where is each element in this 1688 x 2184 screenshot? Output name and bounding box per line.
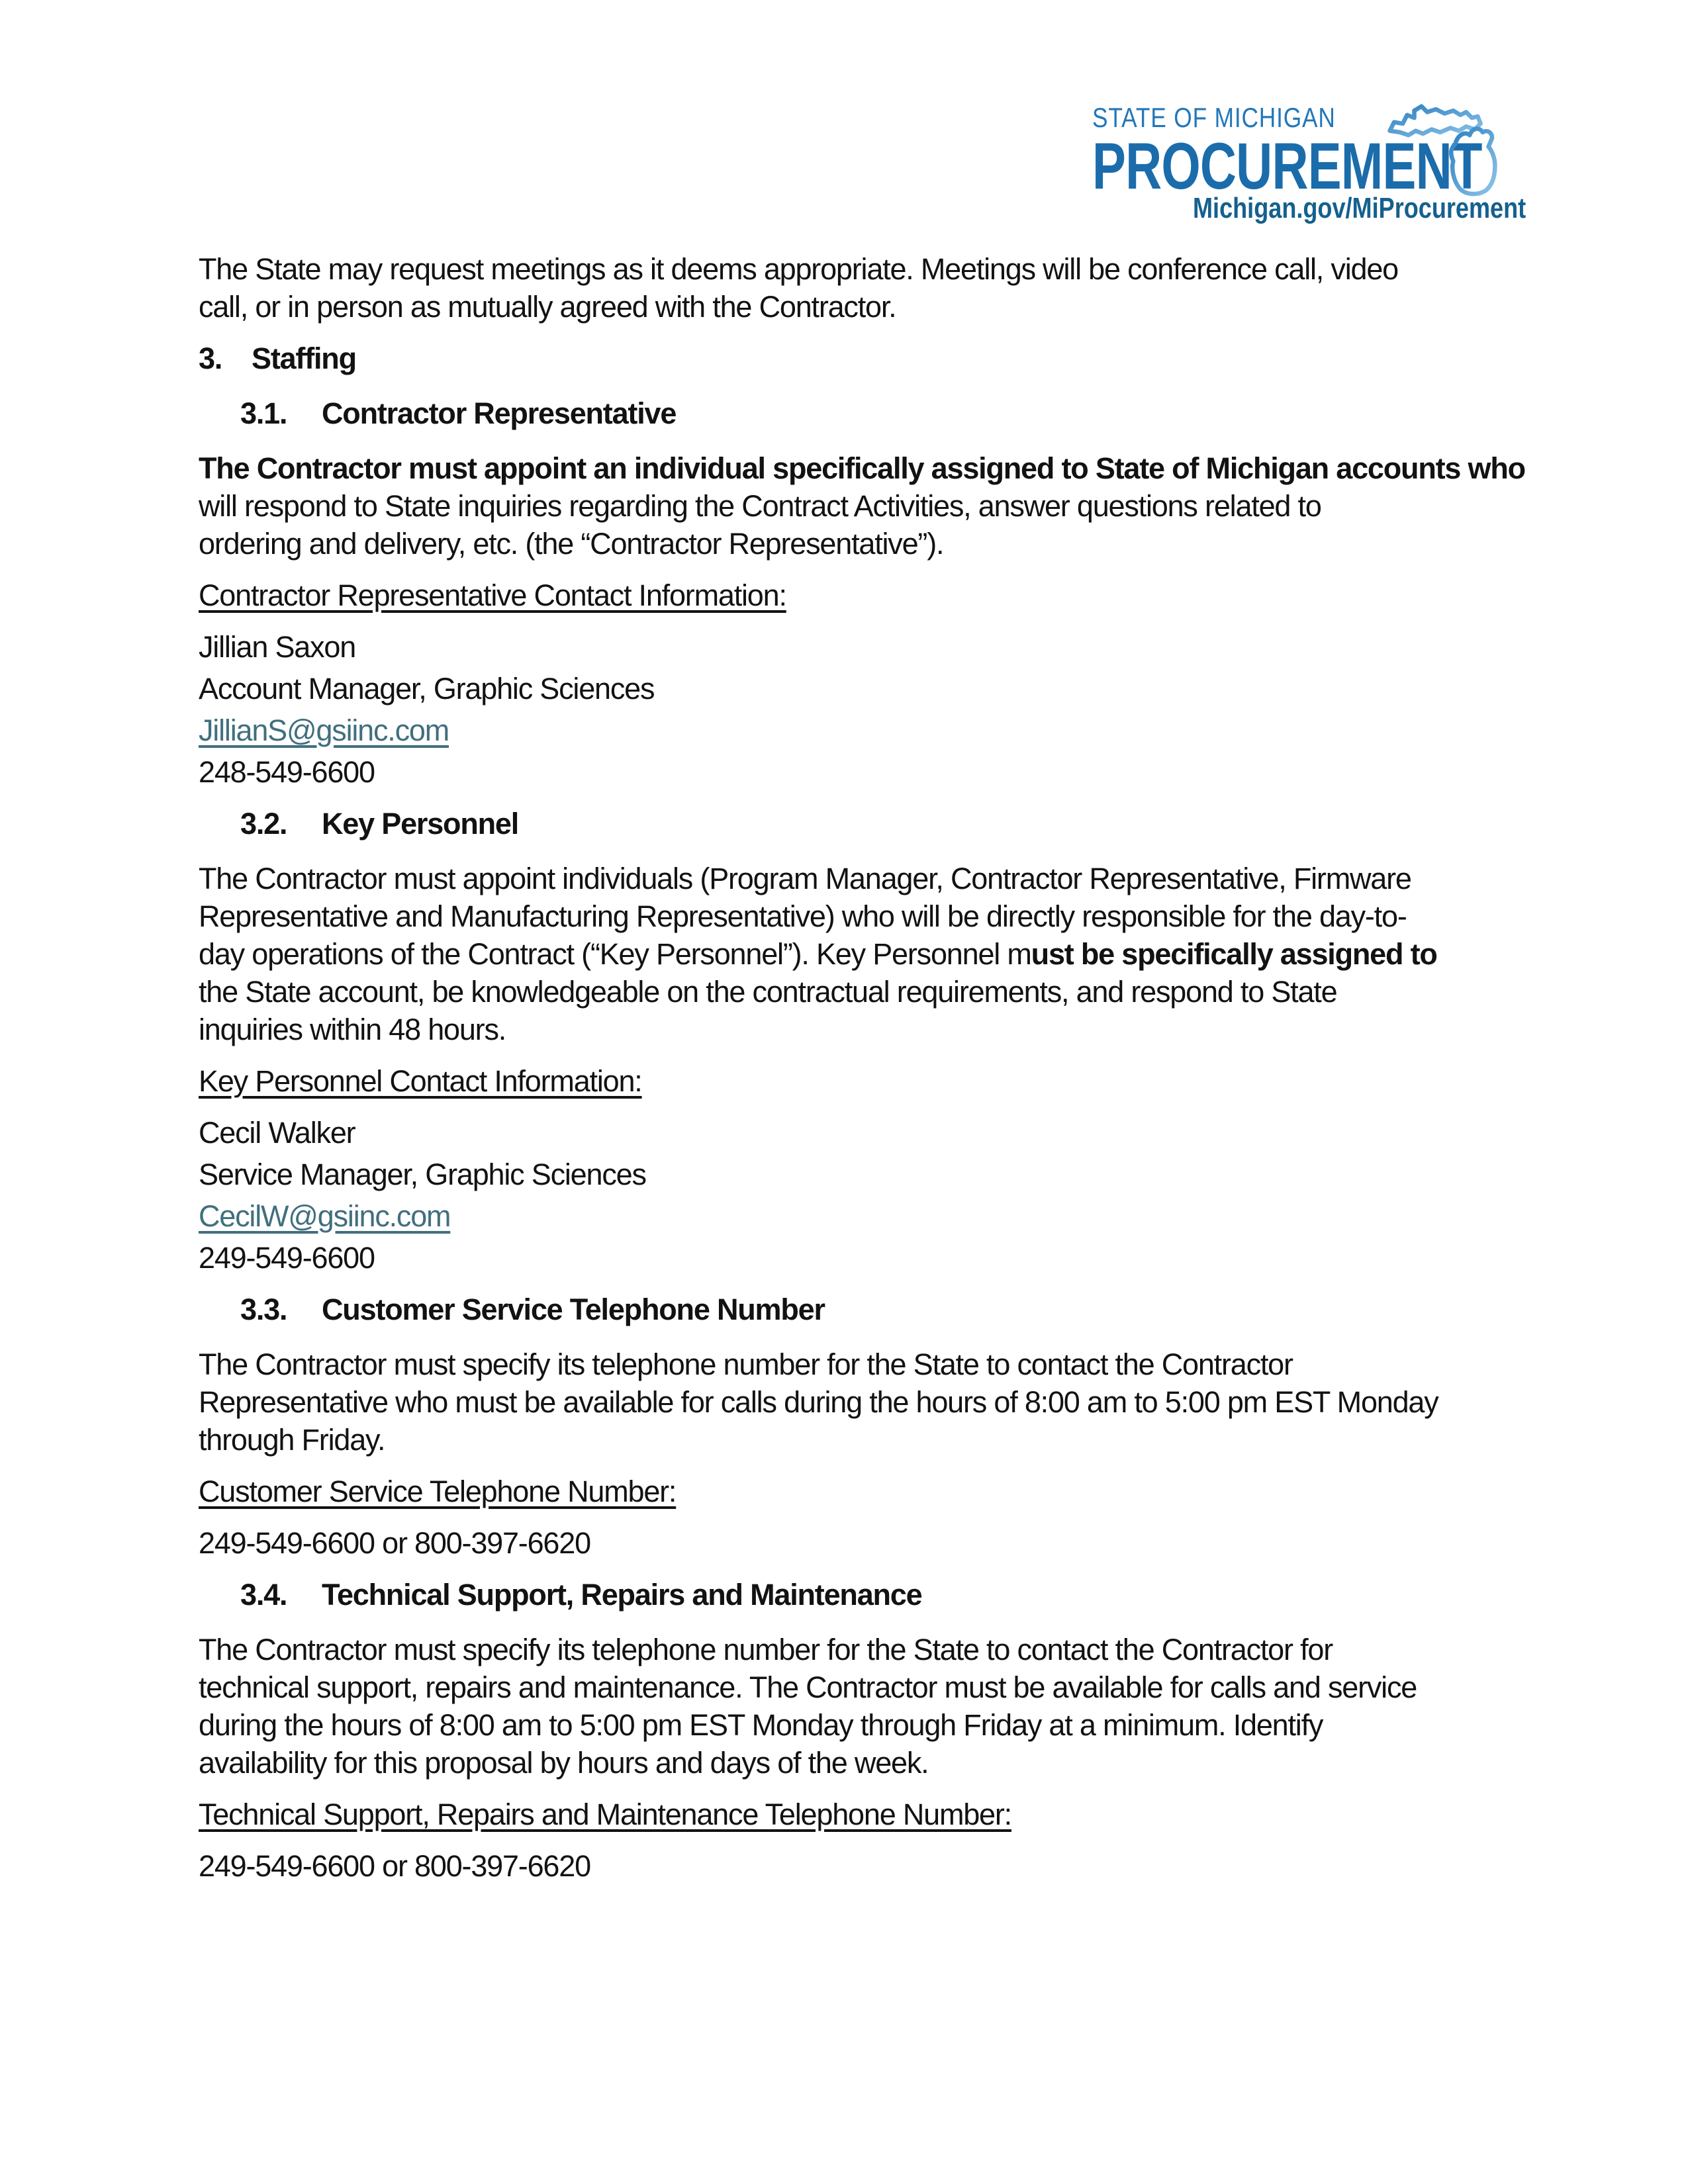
section-heading bbox=[199, 340, 1516, 377]
paragraph bbox=[199, 1847, 1516, 1885]
text-line bbox=[199, 860, 1516, 897]
logo-state-text: STATE OF MICHIGAN bbox=[1092, 102, 1336, 133]
text-line bbox=[199, 1383, 1516, 1421]
text-segment: ust be specifically assigned to bbox=[1031, 937, 1437, 971]
text-line bbox=[199, 1668, 1516, 1706]
text-segment: technical support, repairs and maintenance. The Contractor must be available for calls and service bbox=[199, 1670, 1417, 1704]
section-title: Staffing bbox=[252, 341, 356, 375]
text-line bbox=[199, 1706, 1516, 1744]
paragraph bbox=[199, 576, 1516, 614]
section-heading bbox=[240, 1576, 1516, 1614]
text-line bbox=[199, 1114, 1516, 1152]
text-segment: Cecil Walker bbox=[199, 1116, 355, 1150]
text-segment: The Contractor must specify its telephone number for the State to contact the Contractor for bbox=[199, 1633, 1333, 1666]
text-line bbox=[199, 288, 1516, 326]
text-segment: ordering and delivery, etc. (the “Contractor Representative”). bbox=[199, 527, 944, 561]
text-line bbox=[199, 1473, 1516, 1510]
contact-block bbox=[199, 1114, 1516, 1277]
paragraph bbox=[199, 1796, 1516, 1833]
text-line bbox=[199, 576, 1516, 614]
text-line bbox=[199, 935, 1516, 973]
text-segment: call, or in person as mutually agreed with the Contractor. bbox=[199, 290, 896, 324]
text-segment: day operations of the Contract (“Key Personnel”). Key Personnel m bbox=[199, 937, 1031, 971]
text-segment: inquiries within 48 hours. bbox=[199, 1013, 506, 1046]
text-line bbox=[199, 628, 1516, 666]
text-segment: 249-549-6600 or 800-397-6620 bbox=[199, 1849, 590, 1883]
text-line bbox=[199, 1421, 1516, 1459]
email-link[interactable]: CecilW@gsiinc.com bbox=[199, 1199, 451, 1233]
text-segment: Jillian Saxon bbox=[199, 630, 356, 664]
section-number: 3. bbox=[199, 341, 222, 375]
section-title: Key Personnel bbox=[322, 807, 519, 841]
email-link[interactable]: JillianS@gsiinc.com bbox=[199, 713, 449, 747]
text-segment: Representative and Manufacturing Representative) who will be directly responsible for the day-to- bbox=[199, 899, 1407, 933]
text-line bbox=[199, 897, 1516, 935]
text-line bbox=[199, 711, 1516, 749]
section-number: 3.2. bbox=[240, 807, 287, 841]
text-segment: The Contractor must appoint individuals (Program Manager, Contractor Representative, Firmware bbox=[199, 862, 1411, 895]
section-heading bbox=[240, 1291, 1516, 1328]
text-line bbox=[199, 1796, 1516, 1833]
document-content bbox=[199, 250, 1525, 1899]
text-segment: 248-549-6600 bbox=[199, 755, 375, 789]
text-segment: Technical Support, Repairs and Maintenance Telephone Number: bbox=[199, 1797, 1011, 1831]
text-line bbox=[199, 250, 1516, 288]
text-segment: through Friday. bbox=[199, 1423, 385, 1457]
paragraph bbox=[199, 250, 1516, 326]
text-line bbox=[199, 973, 1516, 1011]
text-segment: Key Personnel Contact Information: bbox=[199, 1064, 642, 1098]
text-line bbox=[199, 1197, 1516, 1235]
logo-url-text: Michigan.gov/MiProcurement bbox=[1193, 192, 1526, 224]
text-segment: availability for this proposal by hours and days of the week. bbox=[199, 1746, 929, 1780]
text-line bbox=[199, 487, 1516, 525]
paragraph bbox=[199, 1524, 1516, 1562]
text-segment: the State account, be knowledgeable on the contractual requirements, and respond to State bbox=[199, 975, 1337, 1009]
text-segment: Customer Service Telephone Number: bbox=[199, 1475, 677, 1508]
text-line bbox=[199, 1156, 1516, 1193]
section-heading bbox=[240, 805, 1516, 842]
paragraph bbox=[199, 1631, 1516, 1782]
text-segment: Representative who must be available for calls during the hours of 8:00 am to 5:00 pm EST Monday bbox=[199, 1385, 1438, 1419]
section-number: 3.3. bbox=[240, 1293, 287, 1326]
logo-brand-text: PROCUREMENT bbox=[1092, 129, 1482, 203]
text-line bbox=[199, 1524, 1516, 1562]
paragraph bbox=[199, 860, 1516, 1048]
procurement-logo bbox=[1092, 99, 1582, 245]
text-line bbox=[199, 1062, 1516, 1100]
text-line bbox=[199, 525, 1516, 563]
text-line bbox=[199, 1345, 1516, 1383]
text-segment: during the hours of 8:00 am to 5:00 pm EST Monday through Friday at a minimum. Identify bbox=[199, 1708, 1323, 1742]
text-line bbox=[199, 670, 1516, 707]
contact-block bbox=[199, 628, 1516, 791]
text-segment: will respond to State inquiries regarding the Contract Activities, answer questions related to bbox=[199, 489, 1321, 523]
section-number: 3.4. bbox=[240, 1578, 287, 1612]
text-line bbox=[199, 1847, 1516, 1885]
text-line bbox=[199, 1239, 1516, 1277]
section-title: Contractor Representative bbox=[322, 396, 677, 430]
text-line bbox=[199, 1011, 1516, 1048]
text-segment: The Contractor must appoint an individual specifically assigned to State of Michigan accounts who bbox=[199, 451, 1525, 485]
paragraph bbox=[199, 1345, 1516, 1459]
section-heading bbox=[240, 394, 1516, 432]
paragraph bbox=[199, 449, 1525, 563]
text-segment: 249-549-6600 or 800-397-6620 bbox=[199, 1526, 590, 1560]
section-title: Customer Service Telephone Number bbox=[322, 1293, 825, 1326]
text-line bbox=[199, 1631, 1516, 1668]
paragraph bbox=[199, 1473, 1516, 1510]
text-segment: 249-549-6600 bbox=[199, 1241, 375, 1275]
section-title: Technical Support, Repairs and Maintenance bbox=[322, 1578, 922, 1612]
text-segment: Account Manager, Graphic Sciences bbox=[199, 672, 655, 705]
michigan-state-icon bbox=[1385, 93, 1508, 202]
text-segment: Service Manager, Graphic Sciences bbox=[199, 1158, 646, 1191]
text-line bbox=[199, 449, 1525, 487]
text-segment: Contractor Representative Contact Information: bbox=[199, 578, 786, 612]
section-number: 3.1. bbox=[240, 396, 287, 430]
text-segment: The Contractor must specify its telephone number for the State to contact the Contractor bbox=[199, 1347, 1293, 1381]
text-segment: The State may request meetings as it deems appropriate. Meetings will be conference call, video bbox=[199, 252, 1398, 286]
text-line bbox=[199, 753, 1516, 791]
text-line bbox=[199, 1744, 1516, 1782]
paragraph bbox=[199, 1062, 1516, 1100]
